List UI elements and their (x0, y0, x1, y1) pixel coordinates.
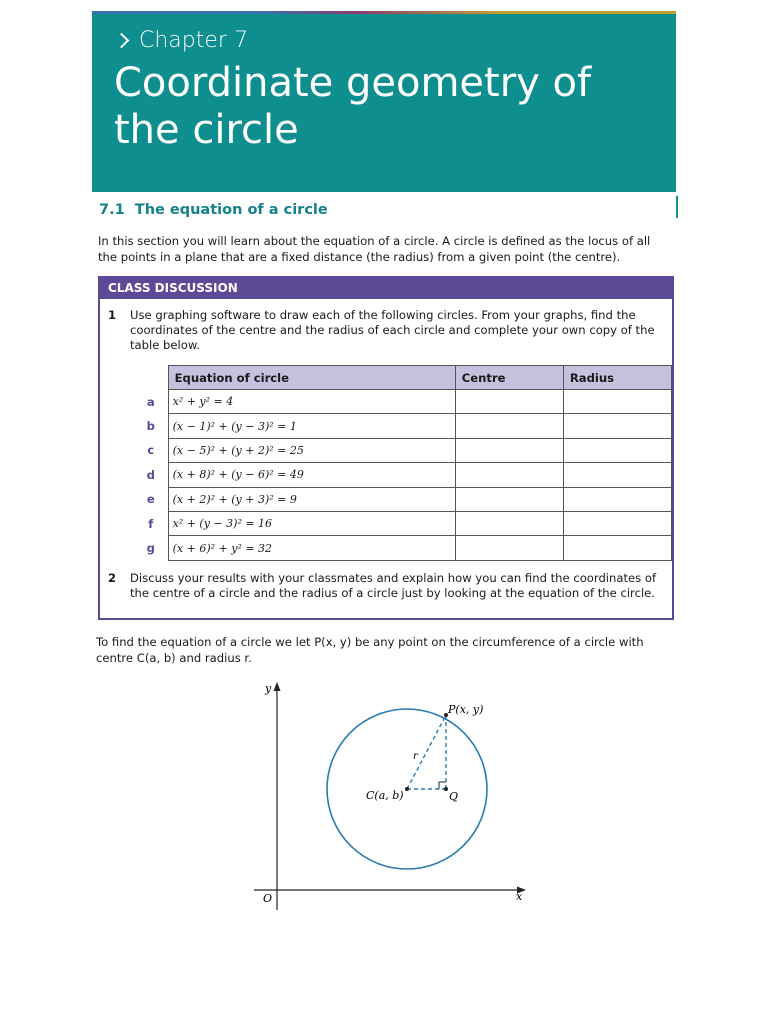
centre-cell[interactable] (455, 414, 563, 438)
c-label: C(a, b) (366, 789, 404, 802)
centre-cell[interactable] (455, 390, 563, 414)
row-label: e (146, 492, 155, 507)
item-text: Discuss your results with your classmates and explain how you can find the coordinates of the centre of a circle and the radius of a circle just by looking at the equation of the circle. (130, 571, 657, 600)
origin-label: O (263, 892, 273, 905)
row-label: d (146, 467, 155, 482)
radius-cell[interactable] (563, 463, 671, 487)
table-corner (134, 366, 168, 390)
table-row (134, 511, 672, 535)
circle-table (134, 365, 672, 561)
equation-cell: (x + 6)² + y² = 32 (168, 536, 455, 560)
y-axis-label: y (265, 682, 272, 695)
centre-cell[interactable] (455, 463, 563, 487)
row-label: a (146, 394, 155, 409)
chevron-right-icon (114, 33, 130, 49)
class-discussion-box (98, 276, 674, 620)
chapter-title: Coordinate geometry of the circle (114, 60, 592, 153)
radius-cell[interactable] (563, 511, 671, 535)
centre-cell[interactable] (455, 511, 563, 535)
table-row (134, 414, 672, 438)
centre-cell[interactable] (455, 536, 563, 560)
equation-cell: (x + 2)² + (y + 3)² = 9 (168, 487, 455, 511)
margin-rule (676, 196, 678, 218)
table-row (134, 536, 672, 560)
row-label: c (147, 443, 155, 458)
radius-cell[interactable] (563, 414, 671, 438)
item-text: Use graphing software to draw each of the following circles. From your graphs, find the coordinates of the centre and the radius of each circle and complete your own copy of the table below. (130, 308, 655, 352)
chapter-banner (92, 14, 676, 192)
table-row (134, 463, 672, 487)
equation-cell: (x + 8)² + (y − 6)² = 49 (168, 463, 455, 487)
equation-cell: x² + (y − 3)² = 16 (168, 511, 455, 535)
class-discussion-heading: CLASS DISCUSSION (100, 278, 672, 299)
chapter-label (114, 28, 248, 53)
q-label: Q (449, 790, 459, 803)
section-title-text: The equation of a circle (134, 202, 328, 218)
y-axis-arrow-icon (274, 682, 281, 691)
radius-cell[interactable] (563, 536, 671, 560)
table-row (134, 487, 672, 511)
centre-cell[interactable] (455, 487, 563, 511)
item-number: 2 (108, 571, 117, 585)
item-number: 1 (108, 308, 117, 322)
circle-diagram (250, 678, 540, 918)
section-title (99, 202, 328, 218)
table-row (134, 390, 672, 414)
radius-cell[interactable] (563, 487, 671, 511)
equation-cell: x² + y² = 4 (168, 390, 455, 414)
radius-cell[interactable] (563, 390, 671, 414)
section-intro: In this section you will learn about the equation of a circle. A circle is defined as the locus of all the points in a plane that are a fixed distance (the radius) from a given point (the centre). (98, 234, 651, 264)
section-number: 7.1 (99, 202, 125, 218)
p-label: P(x, y) (448, 703, 484, 716)
centre-cell[interactable] (455, 438, 563, 462)
header-centre: Centre (455, 366, 563, 390)
header-equation: Equation of circle (168, 366, 455, 390)
equation-cell: (x − 1)² + (y − 3)² = 1 (168, 414, 455, 438)
chapter-label-text: Chapter 7 (139, 28, 248, 53)
row-label: g (146, 541, 155, 556)
header-radius: Radius (563, 366, 671, 390)
radius-cell[interactable] (563, 438, 671, 462)
row-label: b (146, 419, 155, 434)
r-label: r (413, 751, 418, 762)
centre-point (405, 787, 409, 791)
paragraph-circle-equation: To find the equation of a circle we let P(x, y) be any point on the circumference of a circle with centre C(a, b) and radius r. (96, 635, 644, 665)
x-axis-label: x (516, 890, 523, 903)
point-q (444, 787, 448, 791)
equation-cell: (x − 5)² + (y + 2)² = 25 (168, 438, 455, 462)
table-row (134, 438, 672, 462)
row-label: f (148, 516, 154, 531)
